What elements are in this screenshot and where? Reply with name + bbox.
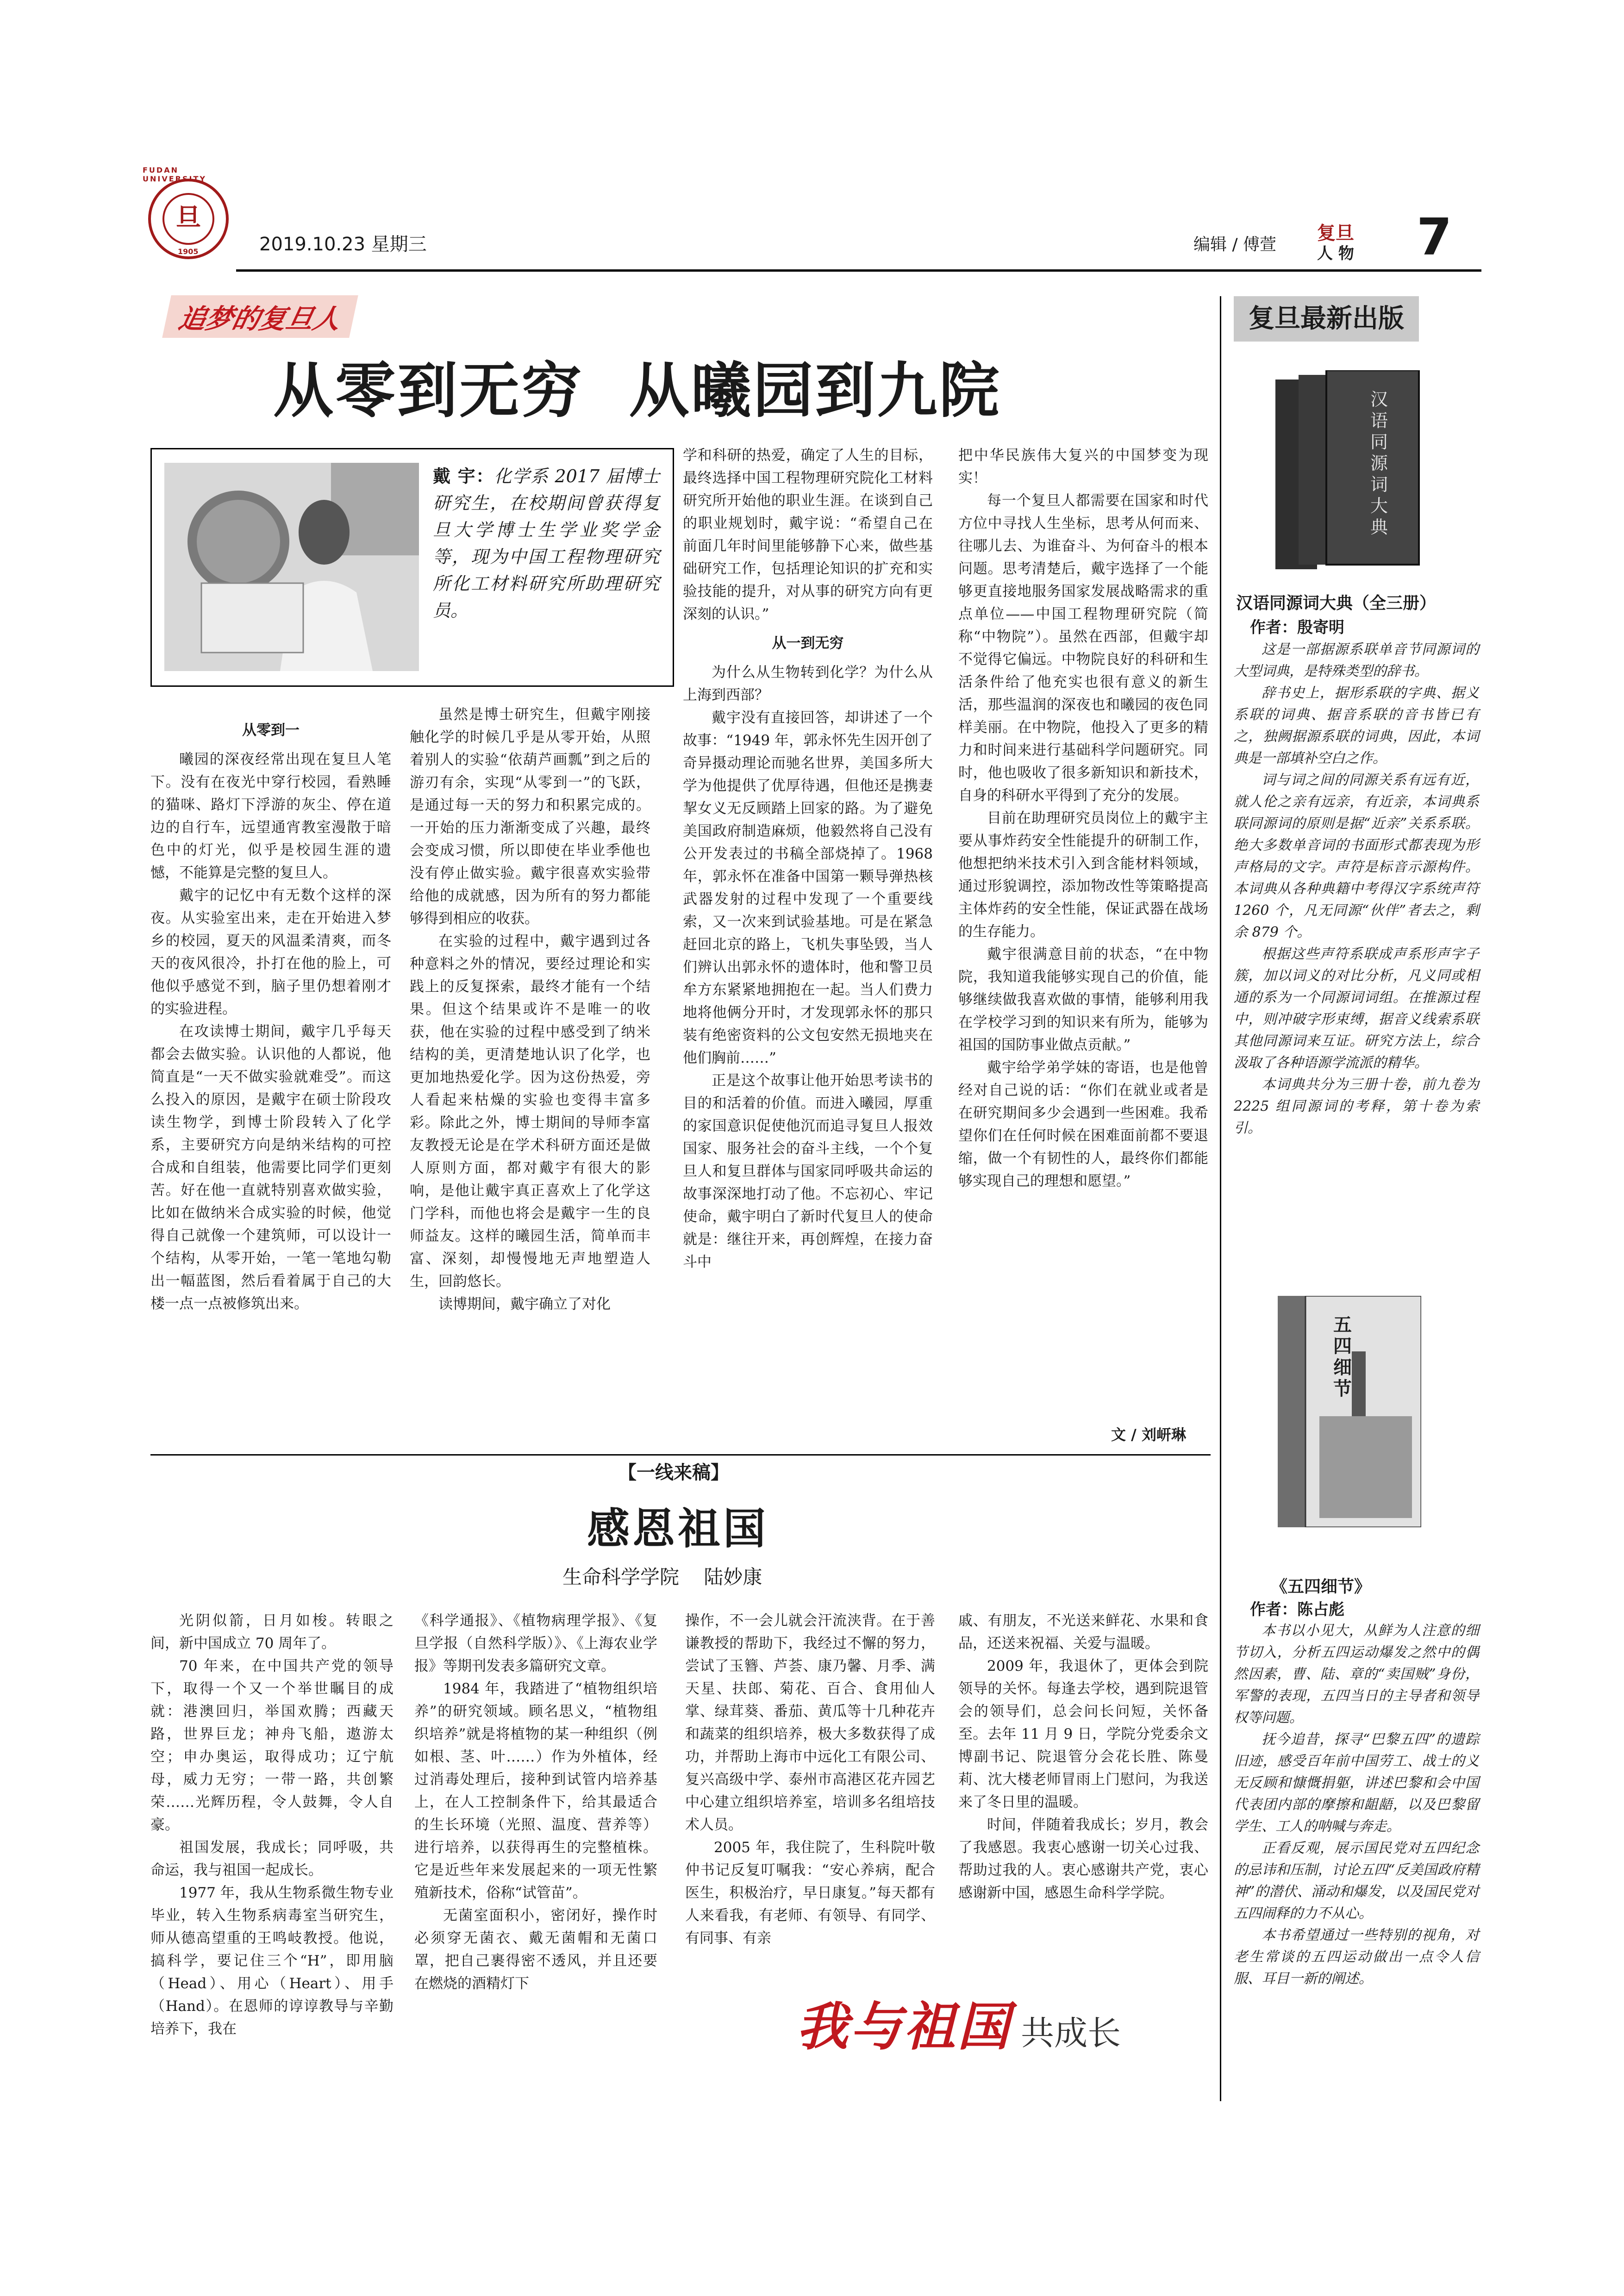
article-column-2 [410, 703, 650, 1435]
paragraph: 词与词之间的同源关系有远有近，就人伦之亲有远亲，有近亲，本词典系联同源词的原则是据“近亲”关系系联。绝大多数单音词的书面形式都表现为形声格局的文字。声符是标音示源构件。本词典从各种典籍中考得汉字系统声符 1260 个，凡无同源“伙伴”者去之，剩余 879 个。 [1234, 772, 1479, 940]
banner [796, 1985, 1213, 2057]
book2-cover-title: 五四细节 [1333, 1314, 1352, 1400]
paragraph: 戴宇给学弟学妹的寄语，也是他曾经对自己说的话：“你们在就业或者是在研究期间多少会遇到一些困难。我希望你们在任何时候在困难面前都不要退缩，做一个有韧性的人，最终你们都能够实现自己的理想和愿望。” [958, 1059, 1208, 1189]
issue-date: 2019.10.23 星期三 [259, 234, 427, 255]
article-title: 从零到无穷 从曦园到九院 [273, 355, 1001, 426]
paragraph: 辞书史上，据形系联的字典、据义系联的词典、据音系联的音书皆已有之，独阙据源系联的词典，因此，本词典是一部填补空白之作。 [1234, 685, 1479, 766]
paragraph: 在攻读博士期间，戴宇几乎每天都会去做实验。认识他的人都说，他简直是“一天不做实验就难受”。而这么投入的原因，是戴宇在硕士阶段攻读生物学，到博士阶段转入了化学系，主要研究方向是纳米结构的可控合成和自组装，他需要比同学们更刻苦。好在他一直就特别喜欢做实验，比如在做纳米合成实验的时候，他觉得自己就像一个建筑师，可以设计一个结构，从零开始，一笔一笔地勾勒出一幅蓝图，然后看着属于自己的大楼一点一点被修筑出来。 [150, 1023, 391, 1312]
paragraph: 目前在助理研究员岗位上的戴宇主要从事炸药安全性能提升的研制工作，他想把纳米技术引入到含能材料领域，通过形貌调控，添加物改性等策略提高主体炸药的安全性能，保证武器在战场的生存能力。 [958, 810, 1208, 940]
seal-text: FUDAN UNIVERSITY [143, 166, 206, 183]
second-column-2 [414, 1610, 657, 2096]
paragraph: 这是一部据源系联单音节同源词的大型词典，是特殊类型的辞书。 [1234, 641, 1479, 679]
book1-title: 汉语同源词大典（全三册） [1236, 594, 1437, 613]
paragraph: 光阴似箭，日月如梭。转眼之间，新中国成立 70 周年了。 [150, 1612, 394, 1652]
sidebar-rule [1220, 296, 1221, 2101]
paragraph: 戴宇没有直接回答，却讲述了一个故事：“1949 年，郭永怀先生因开创了奇异摄动理论而驰名世界，美国多所大学为他提供了优厚待遇，但他还是携妻挈女义无反顾踏上回家的路。为了避免美国政府制造麻烦，他毅然将自己没有公开发表过的书稿全部烧掉了。1968 年，郭永怀在准备中国第一颗导弹热核武器发射的过程中发现了一个重要线索，又一次来到试验基地。可是在紧急赶回北京的路上，飞机失事坠毁，当人们辨认出郭永怀的遗体时，他和警卫员牟方东紧紧地拥抱在一起。当人们费力地将他俩分开时，才发现郭永怀的那只装有绝密资料的公文包安然无损地夹在他们胸前……” [683, 709, 933, 1066]
paragraph-continued: 学和科研的热爱，确定了人生的目标，最终选择中国工程物理研究院化工材料研究所开始他的职业生涯。在谈到自己的职业规划时，戴宇说：“希望自己在前面几年时间里能够静下心来，做些基础研究工作，包括理论知识的扩充和实验技能的提升，对从事的研究方向有更深刻的认识。” [683, 447, 933, 622]
paragraph: 无菌室面积小，密闭好，操作时必须穿无菌衣、戴无菌帽和无菌口罩，把自己裹得密不透风，并且还要在燃烧的酒精灯下 [414, 1907, 657, 1992]
paragraph: 根据这些声符系联成声系形声字子簇，加以词义的对比分析，凡义同或相通的系为一个同源词词组。在推源过程中，则冲破字形束缚，据音义线索系联其他同源词来互证。研究方法上，综合汲取了各种语源学流派的精华。 [1234, 946, 1479, 1071]
book2-author: 作者：陈占彪 [1250, 1600, 1344, 1619]
article-column-3 [683, 444, 933, 1435]
paragraph: 正是这个故事让他开始思考读书的目的和活着的价值。而进入曦园，厚重的家国意识促使他沉而追寻复旦人报效国家、服务社会的奋斗主线，一个个复旦人和复旦群体与国家同呼吸共命运的故事深深地打动了他。不忘初心、牢记使命，戴宇明白了新时代复旦人的使命就是：继往开来，再创辉煌，在接力奋斗中 [683, 1072, 933, 1270]
book1-description [1234, 639, 1479, 1282]
page-number: 7 [1417, 207, 1452, 267]
paragraph-continued: 戚、有朋友，不光送来鲜花、水果和食品，还送来祝福、关爱与温暖。 [958, 1612, 1208, 1652]
bio-name: 戴 宇： [433, 466, 494, 486]
book1-spine-title: 汉语同源词大典 [1370, 389, 1388, 537]
second-author: 生命科学学院 陆妙康 [562, 1566, 762, 1588]
sidebar-heading: 复旦最新出版 [1234, 296, 1419, 342]
paragraph: 1977 年，我从生物系微生物专业毕业，转入生物系病毒室当研究生，师从德高望重的王鸣岐教授。他说，搞科学，要记住三个“H”，即用脑（Head）、用心（Heart）、用手（Hand）。在恩师的谆谆教导与辛勤培养下，我在 [150, 1885, 394, 2037]
paragraph-continued: 《科学通报》、《植物病理学报》、《复旦学报（自然科学版）》、《上海农业学报》等期刊发表多篇研究文章。 [414, 1612, 657, 1674]
university-seal [143, 166, 230, 260]
second-title: 感恩祖国 [587, 1504, 769, 1554]
paragraph: 读博期间，戴宇确立了对化 [438, 1296, 611, 1313]
book1-cover [1271, 370, 1424, 574]
paragraph: 本书希望通过一些特别的视角，对老生常谈的五四运动做出一点令人信服、耳目一新的阐述。 [1234, 1927, 1479, 1987]
paragraph: 时间，伴随着我成长；岁月，教会了我感恩。我衷心感谢一切关心过我、帮助过我的人。衷心感谢共产党，衷心感谢新中国，感恩生命科学学院。 [958, 1817, 1208, 1901]
page-editor: 编辑 / 傅萱 [1193, 235, 1277, 254]
banner-bold: 我与祖国 [796, 1997, 1011, 2057]
paragraph: 正看反观，展示国民党对五四纪念的忌讳和压制，讨论五四“反美国政府精神”的潜伏、涌动和爆发，以及国民党对五四闹释的力不从心。 [1234, 1840, 1479, 1922]
seal-year: 1905 [178, 247, 199, 256]
column-tag: 追梦的复旦人 [162, 295, 358, 338]
book2-cover [1278, 1296, 1421, 1527]
paragraph: 为什么从生物转到化学？为什么从上海到西部？ [683, 664, 933, 703]
section-brand: 复旦 [1317, 222, 1354, 244]
article-column-1 [150, 713, 391, 1444]
section-divider [150, 1454, 1211, 1456]
book1-author: 作者：殷寄明 [1250, 618, 1344, 637]
paragraph: 祖国发展，我成长；同呼吸，共命运，我与祖国一起成长。 [150, 1839, 394, 1879]
paragraph: 70 年来，在中国共产党的领导下，取得一个又一个举世瞩目的成就：港澳回归，举国欢腾；西藏天路，世界巨龙；神舟飞船，遨游太空；申办奥运，取得成功；辽宁航母，威力无穷；一带一路，共创繁荣……光辉历程，令人鼓舞，令人自豪。 [150, 1658, 394, 1833]
section-name: 人 物 [1317, 244, 1354, 263]
portrait-photo [164, 463, 419, 671]
book2-description [1234, 1620, 1479, 2106]
paragraph: 戴宇的记忆中有无数个这样的深夜。从实验室出来，走在开始进入梦乡的校园，夏天的风温柔清爽，而冬天的夜风很冷，扑打在他的脸上，可他似乎感觉不到，脑子里仍想着刚才的实验进程。 [150, 887, 391, 1017]
paragraph: 2009 年，我退休了，更体会到院领导的关怀。每逢去学校，遇到院退管会的领导们，总会问长问短，关怀备至。去年 11 月 9 日，学院分党委余文博副书记、院退管分会花长胜、陈曼莉、沈大楼老师冒雨上门慰问，为我送来了冬日里的温暖。 [958, 1658, 1208, 1811]
paragraph: 虽然是博士研究生，但戴宇刚接触化学的时候几乎是从零开始，从照着别人的实验“依葫芦画瓢”到之后的游刃有余，实现“从零到一”的飞跃，是通过每一天的努力和积累完成的。一开始的压力渐渐变成了兴趣，最终会变成习惯，所以即使在毕业季他也没有停止做实验。戴宇很喜欢实验带给他的成就感，因为所有的努力都能够得到相应的收获。 [410, 706, 650, 927]
subheading: 从一到无穷 [772, 635, 844, 652]
header-rule [236, 269, 1481, 272]
paragraph-continued: 操作，不一会儿就会汗流浃背。在于善谦教授的帮助下，我经过不懈的努力，尝试了玉簪、芦荟、康乃馨、月季、满天星、扶郎、菊花、百合、食用仙人掌、绿茸葵、番茄、黄瓜等十几种花卉和蔬菜的组织培养，极大多数获得了成功，并帮助上海市中远化工有限公司、复兴高级中学、泰州市高港区花卉园艺中心建立组织培养室，培训多名组培技术人员。 [685, 1612, 935, 1833]
paragraph: 戴宇很满意目前的状态，“在中物院，我知道我能够实现自己的价值，能够继续做我喜欢做的事情，能够利用我在学校学习到的知识来有所为，能够为祖国的国防事业做点贡献。” [958, 946, 1208, 1053]
paragraph: 1984 年，我踏进了“植物组织培养”的研究领域。顾名思义，“植物组织培养”就是将植物的某一种组织（例如根、茎、叶……）作为外植体，经过消毒处理后，接种到试管内培养基上，在人工控制条件下，给其最适合的生长环境（光照、温度、营养等）进行培养，以获得再生的完整植株。它是近些年来发展起来的一项无性繁殖新技术，俗称“试管苗”。 [414, 1680, 657, 1901]
second-column-1 [150, 1610, 394, 2096]
paragraph: 在实验的过程中，戴宇遇到过各种意料之外的情况，要经过理论和实践上的反复探索，最终才能有一个结果。但这个结果或许不是唯一的收获，他在实验的过程中感受到了纳米结构的美，更清楚地认识了化学，也更加地热爱化学。因为这份热爱，旁人看起来枯燥的实验也变得丰富多彩。除此之外，博士期间的导师李富友教授无论是在学术科研方面还是做人原则方面，都对戴宇有很大的影响，是他让戴宇真正喜欢上了化学这门学科，而他也将会是戴宇一生的良师益友。这样的曦园生活，简单而丰富、深刻，却慢慢地无声地塑造人生，回韵悠长。 [410, 933, 650, 1290]
submission-tag: 【一线来稿】 [618, 1462, 729, 1483]
paragraph: 抚今追昔，探寻“巴黎五四”的遗踪旧迹，感受百年前中国劳工、战士的义无反顾和慷慨捐躯，讲述巴黎和会中国代表团内部的摩擦和龃龉，以及巴黎留学生、工人的呐喊与奔走。 [1234, 1731, 1479, 1835]
paragraph: 每一个复旦人都需要在国家和时代方位中寻找人生坐标，思考从何而来、往哪儿去、为谁奋斗、为何奋斗的根本问题。思考清楚后，戴宇选择了一个能够更直接地服务国家发展战略需求的重点单位——中国工程物理研究院（简称“中物院”）。虽然在西部，但戴宇却不觉得它偏远。中物院良好的科研和生活条件给了他充实也很有意义的新生活，那些温润的深夜也和曦园的夜色同样美丽。在中物院，他投入了更多的精力和时间来进行基础科学问题研究。同时，他也吸收了很多新知识和新技术，自身的科研水平得到了充分的发展。 [958, 492, 1208, 804]
paragraph-continued: 把中华民族伟大复兴的中国梦变为现实！ [958, 447, 1208, 486]
article-column-4 [958, 444, 1208, 1416]
second-column-4 [958, 1610, 1208, 1943]
banner-light: 共成长 [1021, 2014, 1121, 2053]
article-byline: 文 / 刘岍琳 [1111, 1426, 1186, 1444]
paragraph: 本词典共分为三册十卷，前九卷为 2225 组同源词的考释，第十卷为索引。 [1234, 1076, 1479, 1136]
subheading: 从零到一 [242, 722, 300, 739]
bio-text: 化学系 2017 届博士研究生，在校期间曾获得复旦大学博士生学业奖学金等，现为中国工程物理研究所化工材料研究所助理研究员。 [433, 466, 660, 621]
svg-text:旦: 旦 [176, 202, 201, 232]
book2-title: 《五四细节》 [1271, 1577, 1371, 1596]
paragraph: 本书以小见大，从鲜为人注意的细节切入，分析五四运动爆发之然中的偶然因素，曹、陆、章的“卖国贼”身份，军警的表现，五四当日的主导者和领导权等问题。 [1234, 1623, 1479, 1726]
paragraph: 曦园的深夜经常出现在复旦人笔下。没有在夜光中穿行校园，看熟睡的猫咪、路灯下浮游的灰尘、停在道边的自行车，远望通宵教室漫散于暗色中的灯光，似乎是校园生涯的遗憾，不能算是完整的复旦人。 [150, 751, 391, 881]
paragraph: 2005 年，我住院了，生科院叶敬仲书记反复叮嘱我：“安心养病，配合医生，积极治疗，早日康复。”每天都有人来看我，有老师、有领导、有同学、有同事、有亲 [685, 1839, 935, 1947]
